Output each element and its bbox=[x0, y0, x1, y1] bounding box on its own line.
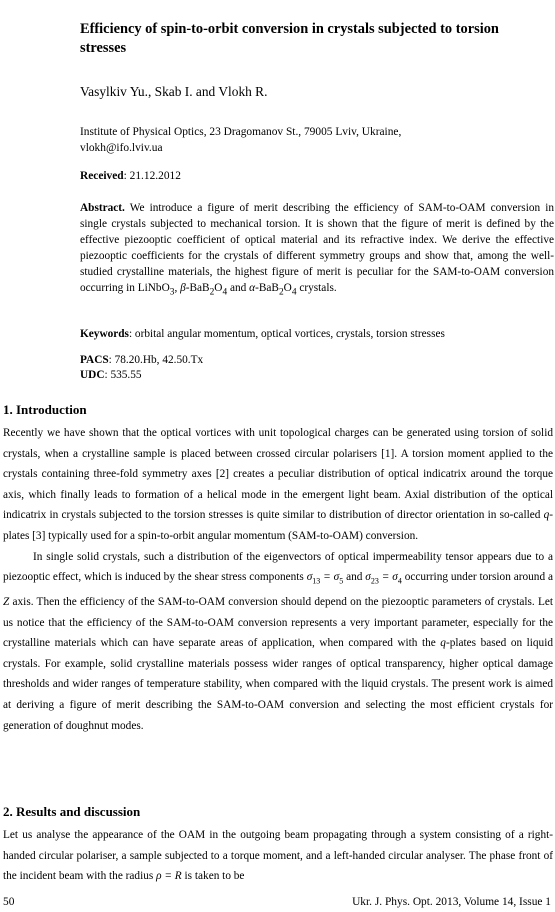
subscript: 4 bbox=[397, 576, 402, 586]
italic-symbol: Z bbox=[3, 596, 10, 608]
affiliation-email[interactable]: vlokh@ifo.lviv.ua bbox=[80, 142, 163, 154]
subscript: 2 bbox=[209, 286, 215, 297]
italic-symbol: q bbox=[543, 509, 550, 522]
keywords-label: Keywords bbox=[80, 328, 129, 340]
page-footer bbox=[3, 896, 551, 908]
subscript: 4 bbox=[291, 286, 297, 297]
paragraph-text: is taken to be bbox=[181, 870, 245, 883]
udc-text: : 535.55 bbox=[104, 369, 142, 381]
paragraph-text: Let us analyse the appearance of the OAM in the outgoing beam propagating through a system consisting of a right-handed circular polariser, a sample subjected to a torque moment, and a left-handed circular analyser. The phase front of the incident beam with the radius bbox=[3, 829, 553, 883]
sigma-equation bbox=[306, 571, 344, 586]
section-heading-introduction: 1. Introduction bbox=[3, 402, 87, 417]
paragraph-text: occurring under torsion around a bbox=[401, 571, 553, 584]
subscript: 23 bbox=[370, 576, 379, 586]
sigma-equation bbox=[365, 571, 402, 586]
abstract-text: and bbox=[227, 281, 250, 294]
received-label: Received bbox=[80, 170, 124, 182]
beta-symbol: β bbox=[180, 281, 186, 294]
page-number: 50 bbox=[3, 896, 15, 908]
introduction-body bbox=[3, 423, 553, 736]
paragraph bbox=[3, 825, 553, 887]
received-date: : 21.12.2012 bbox=[123, 170, 181, 182]
pacs-text: : 78.20.Hb, 42.50.Tx bbox=[108, 354, 204, 366]
subscript: 2 bbox=[278, 286, 284, 297]
math-symbol: σ bbox=[365, 571, 371, 584]
math-symbol: σ bbox=[306, 571, 313, 584]
subscript: 13 bbox=[312, 576, 321, 586]
paragraph-text: Recently we have shown that the optical vortices with unit topological charges can be generated using torsion of solid crystals, when a crystalline sample is placed between crossed circular polarisers [1]. A torsion moment applied to the crystals containing three-fold symmetry axes [2] creates a peculiar distribution of optical indicatrix around the torque axis, which finally leads to formation of a helical mode in the emergent light beam. Axial distribution of the optical indicatrix in crystals subjected to the torsion stresses is quite similar to distribution of director orientation in so-called bbox=[3, 427, 553, 522]
received-line bbox=[80, 170, 181, 182]
affiliation-address: Institute of Physical Optics, 23 Dragomanov St., 79005 Lviv, Ukraine, bbox=[80, 126, 402, 138]
abstract-text: O bbox=[283, 281, 292, 294]
keywords bbox=[80, 328, 554, 340]
italic-symbol: ρ = R bbox=[156, 870, 182, 883]
udc-line bbox=[80, 368, 203, 383]
paragraph bbox=[3, 423, 553, 547]
subscript: 4 bbox=[222, 286, 228, 297]
abstract-text: -BaB bbox=[185, 281, 210, 294]
keywords-text: : orbital angular momentum, optical vortices, crystals, torsion stresses bbox=[128, 328, 445, 340]
subscript: 3 bbox=[169, 286, 175, 297]
affiliation bbox=[80, 124, 540, 156]
abstract-label: Abstract. bbox=[80, 202, 125, 214]
abstract-text: crystals. bbox=[296, 281, 337, 294]
paragraph bbox=[3, 547, 553, 737]
classification bbox=[80, 353, 203, 383]
abstract-text: O bbox=[214, 281, 223, 294]
abstract bbox=[80, 201, 554, 301]
paragraph-text: -plates [3] typically used for a spin-to-orbit angular momentum (SAM-to-OAM) conversion. bbox=[3, 509, 553, 542]
paragraph-text: axis. Then the efficiency of the SAM-to-OAM conversion should depend on the piezooptic parameters of crystals. Let us notice that the efficiency of the SAM-to-OAM conversion represents a very important parameter, especially for the crystalline materials which can have separate areas of application, when compared with the bbox=[3, 596, 553, 650]
math-symbol: = σ bbox=[320, 571, 340, 584]
alpha-symbol: α bbox=[249, 281, 256, 294]
abstract-text: , bbox=[174, 281, 181, 294]
subscript: 5 bbox=[339, 576, 344, 586]
italic-symbol: q bbox=[440, 637, 446, 650]
pacs-line bbox=[80, 353, 203, 368]
results-body bbox=[3, 825, 553, 887]
paragraph-text: In single solid crystals, such a distribution of the eigenvectors of optical impermeability tensor appears due to a piezooptic effect, which is induced by the shear stress components bbox=[3, 550, 553, 584]
abstract-text: We introduce a figure of merit describing the efficiency of SAM-to-OAM conversion in single crystals subjected to mechanical torsion. It is shown that the figure of merit is defined by the effective piezooptic coefficient of optical material and its refractive index. We derive the effective piezooptic coefficients for the crystals of different symmetry groups and show that, among the well-studied crystalline materials, the highest figure of merit is peculiar for the SAM-to-OAM conversion occurring in LiNbO bbox=[80, 202, 554, 294]
paragraph-text: -plates based on liquid crystals. For example, solid crystalline materials possess wider ranges of optical transparency, higher optical damage thresholds and wider ranges of temperature stability, when compared with the liquid crystals. The present work is aimed at deriving a figure of merit describing the SAM-to-OAM conversion and selecting the most efficient crystals for generation of doughnut modes. bbox=[3, 637, 553, 732]
paper-title: Efficiency of spin-to-orbit conversion in crystals subjected to torsion stresses bbox=[80, 21, 499, 56]
math-symbol: = σ bbox=[378, 571, 398, 584]
udc-label: UDC bbox=[80, 369, 105, 381]
paragraph-text: and bbox=[343, 571, 366, 584]
journal-citation: Ukr. J. Phys. Opt. 2013, Volume 14, Issue 1 bbox=[352, 896, 551, 908]
abstract-text: -BaB bbox=[255, 281, 279, 294]
paper-authors: Vasylkiv Yu., Skab I. and Vlokh R. bbox=[80, 84, 268, 99]
section-heading-results: 2. Results and discussion bbox=[3, 804, 141, 819]
pacs-label: PACS bbox=[80, 354, 109, 366]
